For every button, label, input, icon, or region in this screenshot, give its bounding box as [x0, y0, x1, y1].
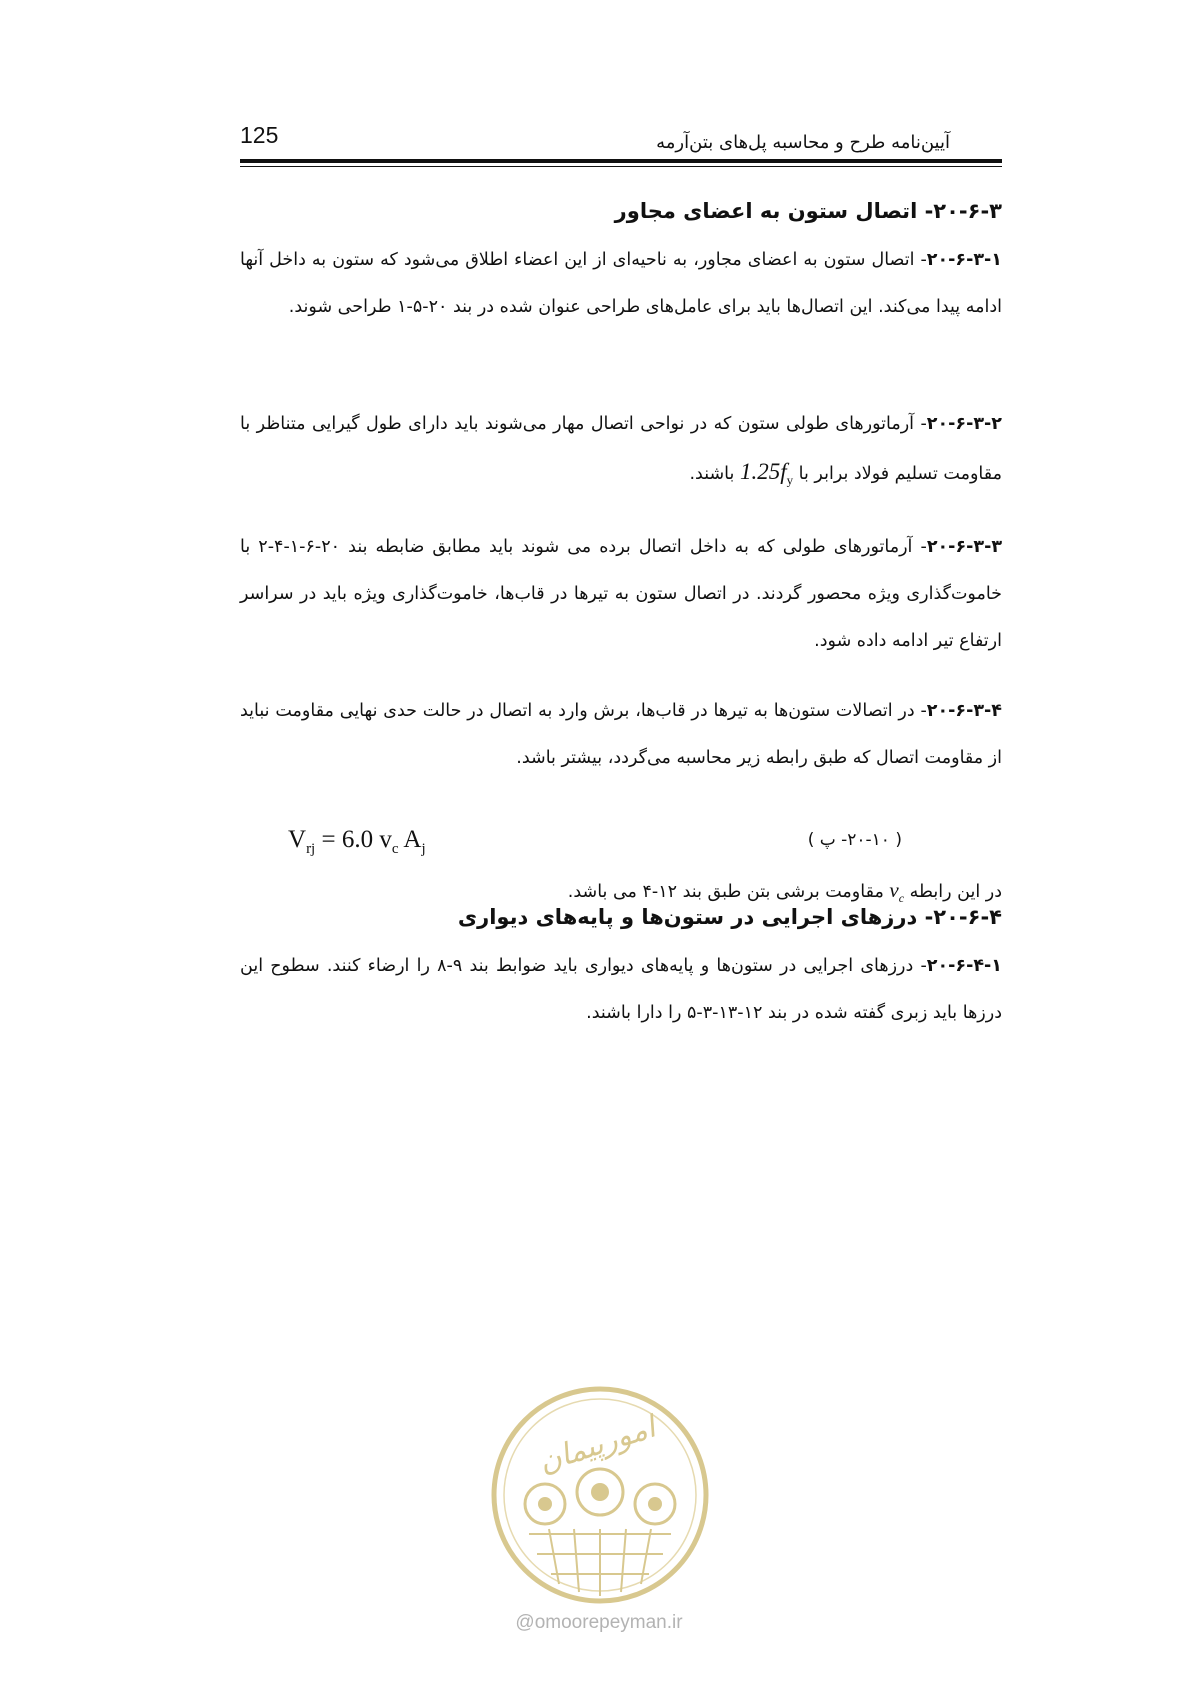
clause-number: ۲۰-۶-۳-۱ — [926, 250, 1002, 270]
clause-number: ۲۰-۶-۴-۱ — [926, 956, 1002, 976]
publisher-logo — [489, 1384, 711, 1606]
watermark-url: @omoorepeyman.ir — [515, 1612, 683, 1633]
section-heading: ۲۰-۶-۳- اتصال ستون به اعضای مجاور — [614, 199, 1002, 223]
equation-label: ( ۲۰-۱۰- پ ) — [807, 830, 902, 850]
formula: $V_{rj} = 6.0$ $v_c$ $A_j$ — [288, 826, 426, 857]
formula-row — [240, 826, 1002, 866]
paragraph — [240, 943, 1002, 1037]
paragraph — [240, 524, 1002, 665]
inline-math: $1.25f_y$ — [739, 459, 794, 488]
paragraph — [240, 401, 1002, 504]
page-number: 125 — [240, 122, 279, 148]
formula-note: در این رابطه $v_c$ مقاومت برشی بتن طبق بند ۱۲-۴ می باشد. — [567, 878, 1002, 906]
running-title: آیین‌نامه طرح و محاسبه پل‌های بتن‌آرمه — [656, 132, 950, 153]
clause-text: - در اتصالات ستون‌ها به تیرها در قاب‌ها، برش وارد به اتصال در حالت حدی نهایی مقاومت نباید از مقاومت اتصال که طبق رابطه زیر محاسبه می‌گردد، بیشتر باشد. — [240, 701, 1002, 768]
paragraph — [240, 688, 1002, 782]
clause-text-end: باشند. — [689, 464, 735, 484]
clause-text: - درزهای اجرایی در ستون‌ها و پایه‌های دیواری باید ضوابط بند ۹-۸ را ارضاء کنند. سطوح این درزها باید زبری گفته شده در بند ۱۲-۱۳-۳-۵ را دارا باشند. — [240, 956, 1002, 1023]
clause-text: - اتصال ستون به اعضای مجاور، به ناحیه‌ای از این اعضاء اطلاق می‌شود که ستون به داخل آنها ادامه پیدا می‌کند. این اتصال‌ها باید برای عامل‌های طراحی عنوان شده در بند ۲۰-۵-۱ طراحی شوند. — [240, 250, 1002, 317]
section-heading: ۲۰-۶-۴- درزهای اجرایی در ستون‌ها و پایه‌های دیواری — [457, 905, 1002, 929]
header-rule-thick — [240, 159, 1002, 163]
clause-number: ۲۰-۶-۳-۴ — [926, 701, 1002, 721]
clause-number: ۲۰-۶-۳-۳ — [926, 537, 1003, 557]
paragraph — [240, 237, 1002, 331]
clause-text: - آرماتورهای طولی که به داخل اتصال برده می شوند باید مطابق ضابطه بند ۲۰-۶-۱-۴-۲ با خاموت‌گذاری ویژه محصور گردند. در اتصال ستون به تیرها در قاب‌ها، خاموت‌گذاری ویژه باید در سراسر ارتفاع تیر ادامه داده شود. — [240, 537, 1002, 651]
clause-number: ۲۰-۶-۳-۲ — [926, 414, 1002, 434]
symbol: $v_c$ — [889, 878, 905, 906]
header-rule-thin — [240, 166, 1002, 167]
clause-text: - آرماتورهای طولی ستون که در نواحی اتصال مهار می‌شوند باید دارای طول گیرایی متناظر با مقاومت تسلیم فولاد برابر با — [240, 414, 1002, 484]
logo-lettering: امورپیمان — [534, 1409, 660, 1481]
